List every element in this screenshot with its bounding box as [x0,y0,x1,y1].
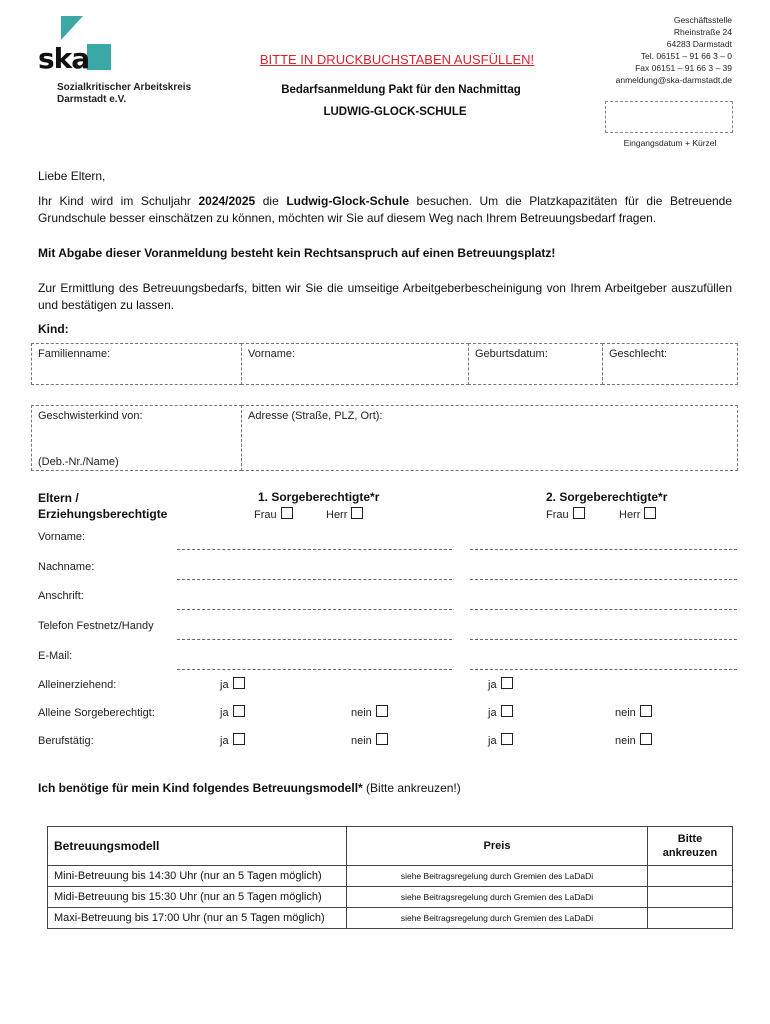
vorname-field[interactable]: Vorname: [241,343,469,385]
contact-block: Geschäftsstelle Rheinstraße 24 64283 Darmstadt Tel. 06151 – 91 66 3 – 0 Fax 06151 – 91 66 3 – 39 anmeldung@ska-darmstadt.de [615,15,732,85]
col-modell: Betreuungsmodell [48,827,347,866]
beruf-1-nein[interactable]: nein [351,733,388,747]
geschlecht-field[interactable]: Geschlecht: [602,343,738,385]
beruf-2-ja[interactable]: ja [488,733,513,747]
table-row [48,866,733,887]
vorname-2-line[interactable] [470,549,737,550]
email-1-line[interactable] [177,669,452,670]
nachname-2-line[interactable] [470,579,737,580]
sorge-label: Alleine Sorgeberechtigt: [38,707,155,719]
sorge-2-nein[interactable]: nein [615,705,652,719]
school-name: LUDWIG-GLOCK-SCHULE [323,106,467,118]
logo-text: ska [38,42,90,75]
allein-1-ja[interactable]: ja [220,677,245,691]
modell-mini: Mini-Betreuung bis 14:30 Uhr (nur an 5 Tagen möglich) [48,866,347,887]
no-claim-notice: Mit Abgabe dieser Voranmeldung besteht kein Rechtsanspruch auf einen Betreuungsplatz! [38,246,556,260]
beruf-label: Berufstätig: [38,735,94,747]
modell-midi: Midi-Betreuung bis 15:30 Uhr (nur an 5 Tagen möglich) [48,887,347,908]
check-maxi[interactable] [648,908,733,929]
col-ankreuzen: Bitte ankreuzen [648,827,733,866]
modell-table [47,826,733,929]
familienname-field[interactable]: Familienname: [31,343,242,385]
preis-maxi: siehe Beitragsregelung durch Gremien des LaDaDi [347,908,648,929]
check-midi[interactable] [648,887,733,908]
sorge1-frau[interactable]: Frau [254,507,293,521]
table-row [48,887,733,908]
sorge-2-ja[interactable]: ja [488,705,513,719]
anschrift-2-line[interactable] [470,609,737,610]
sorge1-header: 1. Sorgeberechtigte*r [258,490,380,504]
col-preis: Preis [347,827,648,866]
row-telefon-label: Telefon Festnetz/Handy [38,620,154,632]
beruf-2-nein[interactable]: nein [615,733,652,747]
preis-mini: siehe Beitragsregelung durch Gremien des LaDaDi [347,866,648,887]
row-email-label: E-Mail: [38,650,73,662]
check-mini[interactable] [648,866,733,887]
row-anschrift-label: Anschrift: [38,590,84,602]
intro-paragraph: Ihr Kind wird im Schuljahr 2024/2025 die Ludwig-Glock-Schule besuchen. Um die Platzkapazitäten für die Betreuende Grundschule besser einschätzen zu können, möchten wir Sie auf diesem Weg nach Ihrem Betreuungsbedarf fragen. [38,194,733,225]
allein-label: Alleinerziehend: [38,679,117,691]
stamp-box[interactable] [605,101,733,133]
sorge2-frau[interactable]: Frau [546,507,585,521]
telefon-1-line[interactable] [177,639,452,640]
row-vorname-label: Vorname: [38,531,86,543]
sorge-1-nein[interactable]: nein [351,705,388,719]
greeting: Liebe Eltern, [38,169,106,183]
stamp-label: Eingangsdatum + Kürzel [623,138,717,148]
beruf-1-ja[interactable]: ja [220,733,245,747]
form-subtitle: Bedarfsanmeldung Pakt für den Nachmittag [281,84,521,96]
employer-paragraph: Zur Ermittlung des Betreuungsbedarfs, bitten wir Sie die umseitige Arbeitgeberbescheinigung von Ihrem Arbeitgeber auszufüllen und bestätigen zu lassen. [38,281,732,312]
row-nachname-label: Nachname: [38,561,95,573]
table-header-row [48,827,733,866]
sorge2-header: 2. Sorgeberechtigte*r [546,490,668,504]
telefon-2-line[interactable] [470,639,737,640]
email-2-line[interactable] [470,669,737,670]
modell-intro: Ich benötige für mein Kind folgendes Betreuungsmodell* (Bitte ankreuzen!) [38,781,461,795]
sorge1-herr[interactable]: Herr [326,507,363,521]
fill-warning: BITTE IN DRUCKBUCHSTABEN AUSFÜLLEN! [259,52,535,67]
sorge-1-ja[interactable]: ja [220,705,245,719]
table-row [48,908,733,929]
kind-title: Kind: [38,322,69,336]
allein-2-ja[interactable]: ja [488,677,513,691]
modell-maxi: Maxi-Betreuung bis 17:00 Uhr (nur an 5 Tagen möglich) [48,908,347,929]
nachname-1-line[interactable] [177,579,452,580]
vorname-1-line[interactable] [177,549,452,550]
sorge2-herr[interactable]: Herr [619,507,656,521]
geburtsdatum-field[interactable]: Geburtsdatum: [468,343,603,385]
preis-midi: siehe Beitragsregelung durch Gremien des LaDaDi [347,887,648,908]
adresse-field[interactable]: Adresse (Straße, PLZ, Ort): [241,405,738,471]
geschwister-field[interactable]: Geschwisterkind von: (Deb.-Nr./Name) [31,405,242,471]
eltern-title: Eltern / Erziehungsberechtigte [38,491,168,521]
anschrift-1-line[interactable] [177,609,452,610]
org-name: Sozialkritischer Arbeitskreis Darmstadt e.V. [57,82,192,105]
